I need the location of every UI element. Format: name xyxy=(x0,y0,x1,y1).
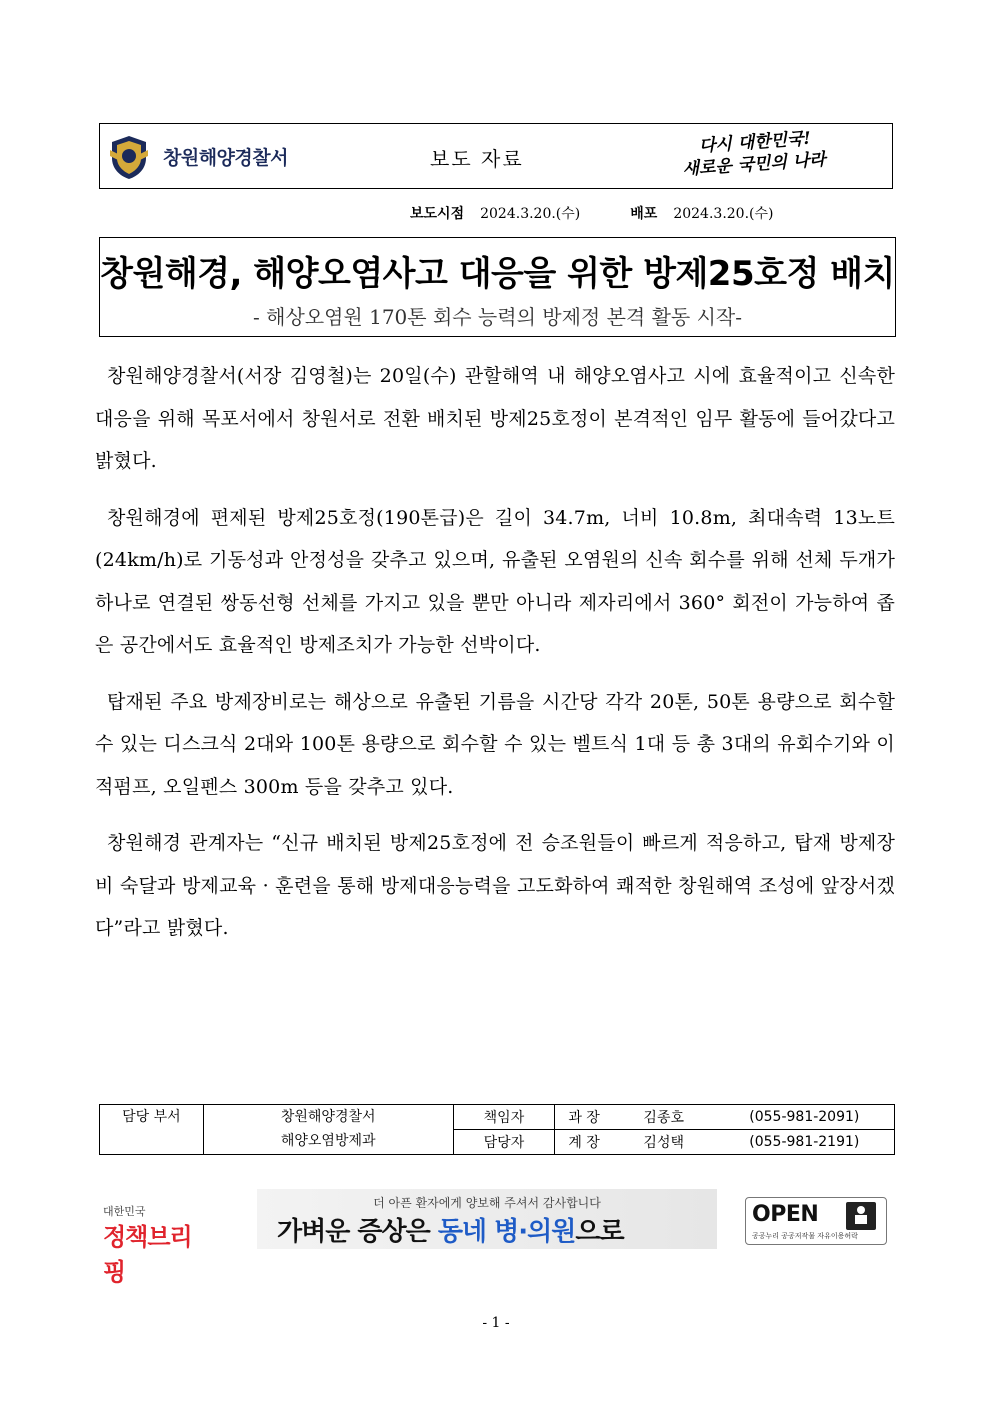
policy-briefing-logo xyxy=(103,1203,213,1286)
coast-guard-emblem-icon xyxy=(108,134,150,180)
banner-headline-highlight: 동네 병·의원 xyxy=(437,1217,576,1247)
dept-name-line-2: 해양오염방제과 xyxy=(280,1133,376,1149)
release-date: 2024.3.20.(수) xyxy=(480,206,581,222)
article-body xyxy=(95,355,895,964)
banner-headline xyxy=(277,1211,624,1248)
contact-role: 담당자 xyxy=(453,1130,555,1155)
contact-name: 김종호 xyxy=(613,1105,715,1130)
paragraph: 창원해경 관계자는 “신규 배치된 방제25호정에 전 승조원들이 빠르게 적응하고, 탑재 방제장비 숙달과 방제교육 · 훈련을 통해 방제대응능력을 고도화하여 쾌적한 창원해역 조성에 앞장서겠다”라고 밝혔다. xyxy=(95,832,895,939)
release-dates xyxy=(410,203,773,223)
headline: 창원해경, 해양오염사고 대응을 위한 방제25호정 배치 xyxy=(100,254,895,294)
contact-position: 계 장 xyxy=(555,1130,613,1155)
contact-phone: (055-981-2091) xyxy=(715,1105,895,1130)
policy-briefing-small-text: 대한민국 xyxy=(103,1205,146,1218)
open-label: OPEN xyxy=(752,1202,819,1227)
campaign-banner xyxy=(257,1189,717,1249)
open-license-caption: 공공누리 공공저작물 자유이용허락 xyxy=(752,1232,858,1240)
subheadline: - 해상오염원 170톤 회수 능력의 방제정 본격 활동 시작- xyxy=(253,305,742,329)
document-type: 보도 자료 xyxy=(430,147,524,171)
slogan-line-2: 새로운 국민의 나라 xyxy=(681,149,827,180)
paragraph: 창원해경에 편제된 방제25호정(190톤급)은 길이 34.7m, 너비 10.8m, 최대속력 13노트(24km/h)로 기동성과 안정성을 갖추고 있으며, 유출된 오염원의 신속 회수를 위해 선체 두개가 하나로 연결된 쌍동선형 선체를 가지고 있을 뿐만 아니라 제자리에서 360° 회전이 가능하여 좁은 공간에서도 효율적인 방제조치가 가능한 선박이다. xyxy=(95,506,895,656)
contact-phone: (055-981-2191) xyxy=(715,1130,895,1155)
policy-briefing-text: 정책브리핑 xyxy=(103,1223,192,1286)
distribution-date: 2024.3.20.(수) xyxy=(673,206,774,222)
open-license-badge xyxy=(745,1197,887,1245)
contact-name: 김성택 xyxy=(613,1130,715,1155)
org-name: 창원해양경찰서 xyxy=(163,147,288,169)
page-number: - 1 - xyxy=(482,1315,510,1331)
paragraph: 탑재된 주요 방제장비로는 해상으로 유출된 기름을 시간당 각각 20톤, 50톤 용량으로 회수할 수 있는 디스크식 2대와 100톤 용량으로 회수할 수 있는 벨트식 1대 등 총 3대의 유회수기와 이적펌프, 오일펜스 300m 등을 갖추고 있다. xyxy=(95,690,895,798)
distribution-label: 배포 xyxy=(630,206,658,222)
banner-headline-part-2: 으로 xyxy=(575,1217,624,1247)
dept-name xyxy=(203,1105,453,1155)
banner-headline-part-1: 가벼운 증상은 xyxy=(277,1217,438,1247)
contact-position: 과 장 xyxy=(555,1105,613,1130)
contact-table xyxy=(99,1104,895,1155)
table-row xyxy=(100,1105,895,1130)
banner-caption: 더 아픈 환자에게 양보해 주셔서 감사합니다 xyxy=(373,1196,601,1210)
slogan-line-1: 다시 대한민국! xyxy=(698,128,812,157)
release-label: 보도시점 xyxy=(410,206,465,222)
slogan xyxy=(676,123,879,191)
dept-label: 담당 부서 xyxy=(100,1105,204,1155)
dept-name-line-1: 창원해양경찰서 xyxy=(280,1109,376,1125)
attribution-person-icon xyxy=(846,1202,876,1230)
contact-role: 책임자 xyxy=(453,1105,555,1130)
title-box xyxy=(99,237,896,337)
paragraph: 창원해양경찰서(서장 김영철)는 20일(수) 관할해역 내 해양오염사고 시에 효율적이고 신속한 대응을 위해 목포서에서 창원서로 전환 배치된 방제25호정이 본격적인 임무 활동에 들어갔다고 밝혔다. xyxy=(95,365,895,472)
press-release-header xyxy=(99,123,893,189)
